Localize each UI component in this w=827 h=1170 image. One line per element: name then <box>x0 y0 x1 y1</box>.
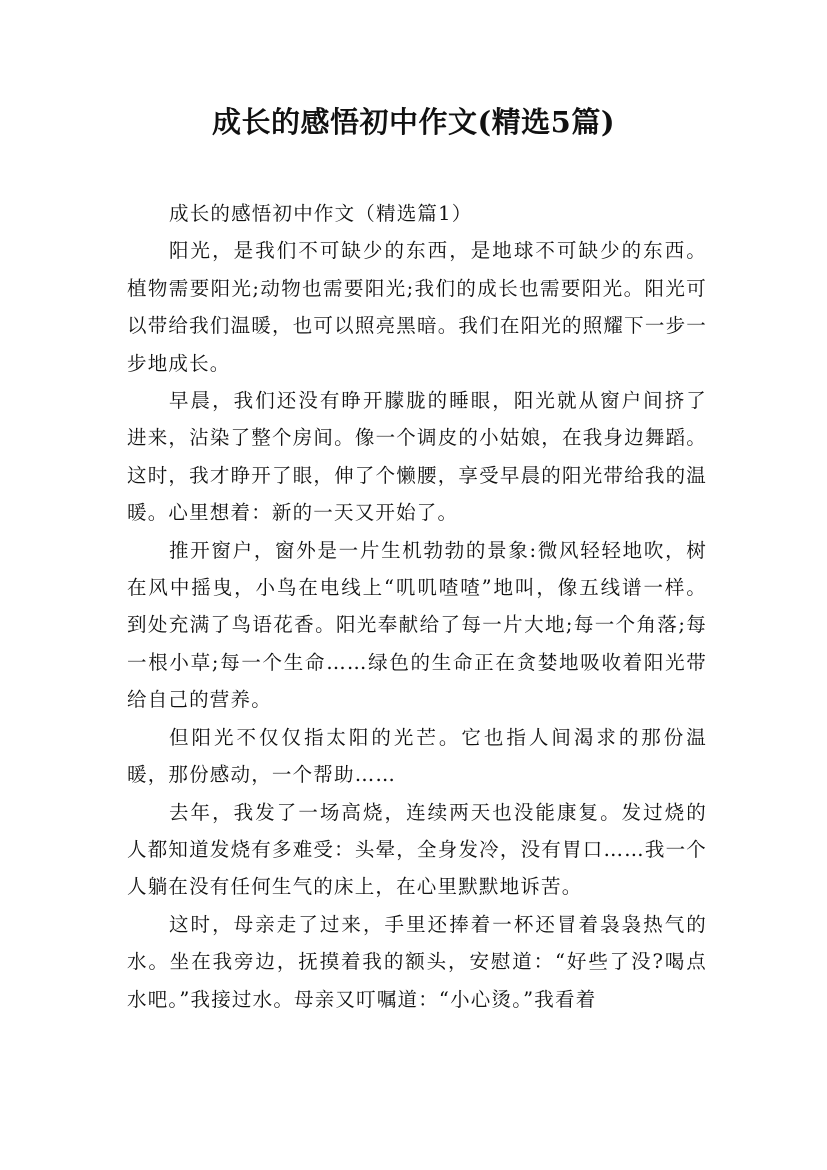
paragraph: 推开窗户，窗外是一片生机勃勃的景象:微风轻轻地吹，树在风中摇曳，小鸟在电线上“叽叽喳喳”地叫，像五线谱一样。到处充满了鸟语花香。阳光奉献给了每一片大地;每一个角落;每一根小草;每一个生命……绿色的生命正在贪婪地吸收着阳光带给自己的营养。 <box>127 538 707 712</box>
paragraph: 早晨，我们还没有睁开朦胧的睡眼，阳光就从窗户间挤了进来，沾染了整个房间。像一个调皮的小姑娘，在我身边舞蹈。这时，我才睁开了眼，伸了个懒腰，享受早晨的阳光带给我的温暖。心里想着：新的一天又开始了。 <box>127 389 707 525</box>
paragraph: 阳光，是我们不可缺少的东西，是地球不可缺少的东西。植物需要阳光;动物也需要阳光;我们的成长也需要阳光。阳光可以带给我们温暖，也可以照亮黑暗。我们在阳光的照耀下一步一步地成长。 <box>127 239 707 375</box>
paragraph: 去年，我发了一场高烧，连续两天也没能康复。发过烧的人都知道发烧有多难受：头晕，全身发冷，没有胃口……我一个人躺在没有任何生气的床上，在心里默默地诉苦。 <box>127 800 707 899</box>
document-title: 成长的感悟初中作文(精选5篇) <box>211 105 616 139</box>
paragraph: 但阳光不仅仅指太阳的光芒。它也指人间渴求的那份温暖，那份感动，一个帮助…… <box>127 725 707 787</box>
paragraph: 这时，母亲走了过来，手里还捧着一杯还冒着袅袅热气的水。坐在我旁边，抚摸着我的额头，安慰道：“好些了没?喝点水吧。”我接过水。母亲又叮嘱道：“小心烫。”我看着 <box>127 912 707 1011</box>
document-body <box>127 195 707 1018</box>
section-subtitle: 成长的感悟初中作文（精选篇1） <box>169 202 473 225</box>
